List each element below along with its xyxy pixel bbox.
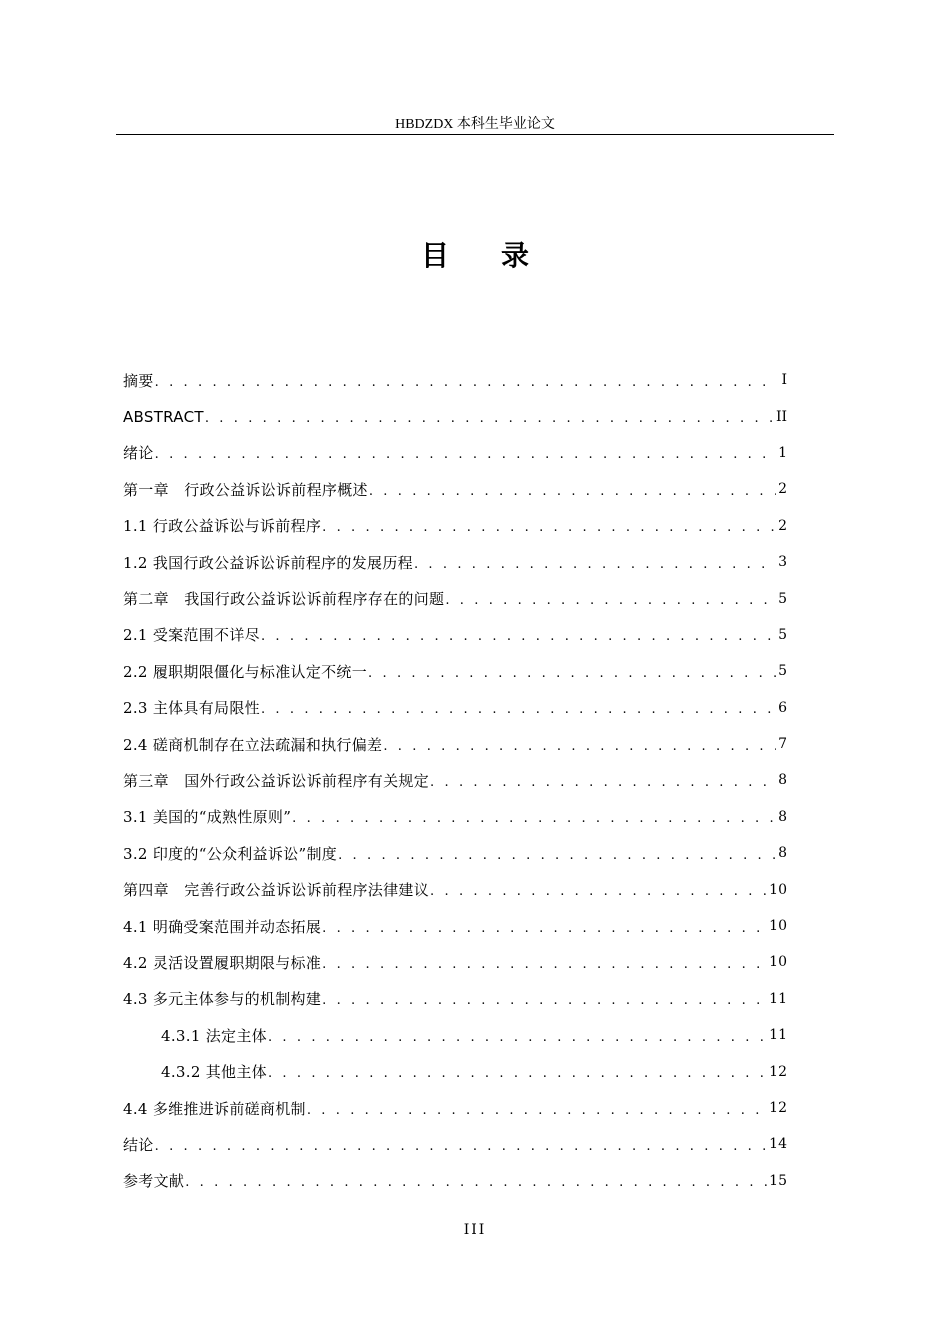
toc-entry-label: 4.1 明确受案范围并动态拓展 xyxy=(123,917,322,936)
toc-entry-label: 1.2 我国行政公益诉讼诉前程序的发展历程 xyxy=(123,553,413,572)
toc-dot-leader xyxy=(185,1175,767,1190)
toc-entry-label: 摘要 xyxy=(123,371,154,390)
toc-entry-label: 2.1 受案范围不详尽 xyxy=(123,626,260,645)
page-number: III xyxy=(463,1222,487,1238)
toc-entry-page: 8 xyxy=(778,845,787,862)
toc-entry-page: 2 xyxy=(778,517,787,534)
toc-entry-label: 第二章 我国行政公益诉讼诉前程序存在的问题 xyxy=(123,590,445,609)
toc-entry[interactable] xyxy=(123,1163,787,1199)
toc-entry[interactable] xyxy=(123,981,787,1017)
toc-dot-leader xyxy=(155,1139,768,1154)
toc-dot-leader xyxy=(430,884,767,899)
toc-dot-leader xyxy=(414,557,776,572)
toc-entry-label: ABSTRACT xyxy=(123,407,204,426)
table-of-contents xyxy=(123,362,787,1199)
toc-entry-page: 7 xyxy=(778,736,787,753)
toc-entry-label: 第四章 完善行政公益诉讼诉前程序法律建议 xyxy=(123,881,430,900)
toc-dot-leader xyxy=(322,921,767,936)
page-header: HBDZDX 本科生毕业论文 xyxy=(395,117,555,132)
toc-entry-label: 4.2 灵活设置履职期限与标准 xyxy=(123,953,322,972)
toc-dot-leader xyxy=(155,447,776,462)
toc-entry-label: 3.2 印度的“公众利益诉讼”制度 xyxy=(123,844,338,863)
toc-entry[interactable] xyxy=(123,1053,787,1089)
toc-entry-page: 11 xyxy=(769,990,787,1007)
toc-entry-page: 5 xyxy=(778,663,787,680)
toc-entry-page: I xyxy=(781,372,787,389)
toc-entry[interactable] xyxy=(123,580,787,616)
toc-dot-leader xyxy=(261,702,776,717)
toc-entry-page: II xyxy=(775,408,787,425)
toc-dot-leader xyxy=(261,629,776,644)
toc-entry[interactable] xyxy=(123,544,787,580)
toc-entry-label: 4.4 多维推进诉前磋商机制 xyxy=(123,1099,306,1118)
toc-entry[interactable] xyxy=(123,1090,787,1126)
toc-entry[interactable] xyxy=(123,944,787,980)
toc-entry-label: 参考文献 xyxy=(123,1172,185,1191)
toc-entry-label: 绪论 xyxy=(123,444,154,463)
toc-dot-leader xyxy=(338,848,776,863)
toc-entry-page: 6 xyxy=(778,699,787,716)
toc-entry-page: 14 xyxy=(769,1136,787,1153)
toc-entry[interactable] xyxy=(123,398,787,434)
toc-entry-page: 15 xyxy=(769,1172,787,1189)
toc-entry-page: 8 xyxy=(778,808,787,825)
toc-entry-label: 2.3 主体具有局限性 xyxy=(123,699,260,718)
toc-entry-label: 第三章 国外行政公益诉讼诉前程序有关规定 xyxy=(123,771,430,790)
toc-entry[interactable] xyxy=(123,1126,787,1162)
toc-dot-leader xyxy=(430,775,776,790)
toc-entry-label: 1.1 行政公益诉讼与诉前程序 xyxy=(123,517,322,536)
toc-entry[interactable] xyxy=(123,871,787,907)
toc-entry-page: 5 xyxy=(778,626,787,643)
toc-entry-label: 结论 xyxy=(123,1135,154,1154)
toc-entry[interactable] xyxy=(123,508,787,544)
toc-entry[interactable] xyxy=(123,799,787,835)
toc-entry-page: 10 xyxy=(769,918,787,935)
toc-entry-label: 3.1 美国的“成熟性原则” xyxy=(123,808,292,827)
toc-entry[interactable] xyxy=(123,653,787,689)
toc-entry[interactable] xyxy=(123,835,787,871)
toc-dot-leader xyxy=(322,957,767,972)
toc-entry-page: 3 xyxy=(778,554,787,571)
toc-entry-page: 2 xyxy=(778,481,787,498)
toc-dot-leader xyxy=(155,375,777,390)
toc-entry-label: 第一章 行政公益诉讼诉前程序概述 xyxy=(123,480,368,499)
toc-dot-leader xyxy=(292,811,776,826)
toc-entry[interactable] xyxy=(123,362,787,398)
toc-entry[interactable] xyxy=(123,690,787,726)
toc-dot-leader xyxy=(307,1103,767,1118)
toc-entry[interactable] xyxy=(123,762,787,798)
toc-entry-page: 1 xyxy=(778,444,787,461)
toc-entry-page: 11 xyxy=(769,1027,787,1044)
toc-entry-page: 8 xyxy=(778,772,787,789)
toc-dot-leader xyxy=(383,739,776,754)
toc-entry-page: 10 xyxy=(769,954,787,971)
toc-entry-page: 12 xyxy=(769,1100,787,1116)
toc-entry-label: 4.3.1 法定主体 xyxy=(161,1026,267,1045)
toc-entry[interactable] xyxy=(123,908,787,944)
toc-dot-leader xyxy=(205,411,774,426)
toc-entry-label: 4.3 多元主体参与的机制构建 xyxy=(123,990,322,1009)
toc-dot-leader xyxy=(268,1030,767,1045)
toc-title: 目录 xyxy=(420,239,581,272)
toc-entry-label: 2.4 磋商机制存在立法疏漏和执行偏差 xyxy=(123,735,383,754)
toc-dot-leader xyxy=(268,1066,767,1081)
toc-entry[interactable] xyxy=(123,435,787,471)
toc-dot-leader xyxy=(322,993,767,1008)
toc-entry-label: 4.3.2 其他主体 xyxy=(161,1063,267,1082)
toc-dot-leader xyxy=(368,666,776,681)
toc-dot-leader xyxy=(369,484,776,499)
toc-entry[interactable] xyxy=(123,617,787,653)
toc-entry-page: 12 xyxy=(769,1063,787,1080)
toc-dot-leader xyxy=(445,593,776,608)
toc-entry-page: 5 xyxy=(778,590,787,607)
header-divider xyxy=(116,134,834,135)
toc-entry[interactable] xyxy=(123,1017,787,1053)
toc-entry[interactable] xyxy=(123,726,787,762)
toc-entry[interactable] xyxy=(123,471,787,507)
toc-dot-leader xyxy=(322,520,776,535)
toc-entry-page: 10 xyxy=(769,881,787,898)
toc-entry-label: 2.2 履职期限僵化与标准认定不统一 xyxy=(123,662,368,681)
